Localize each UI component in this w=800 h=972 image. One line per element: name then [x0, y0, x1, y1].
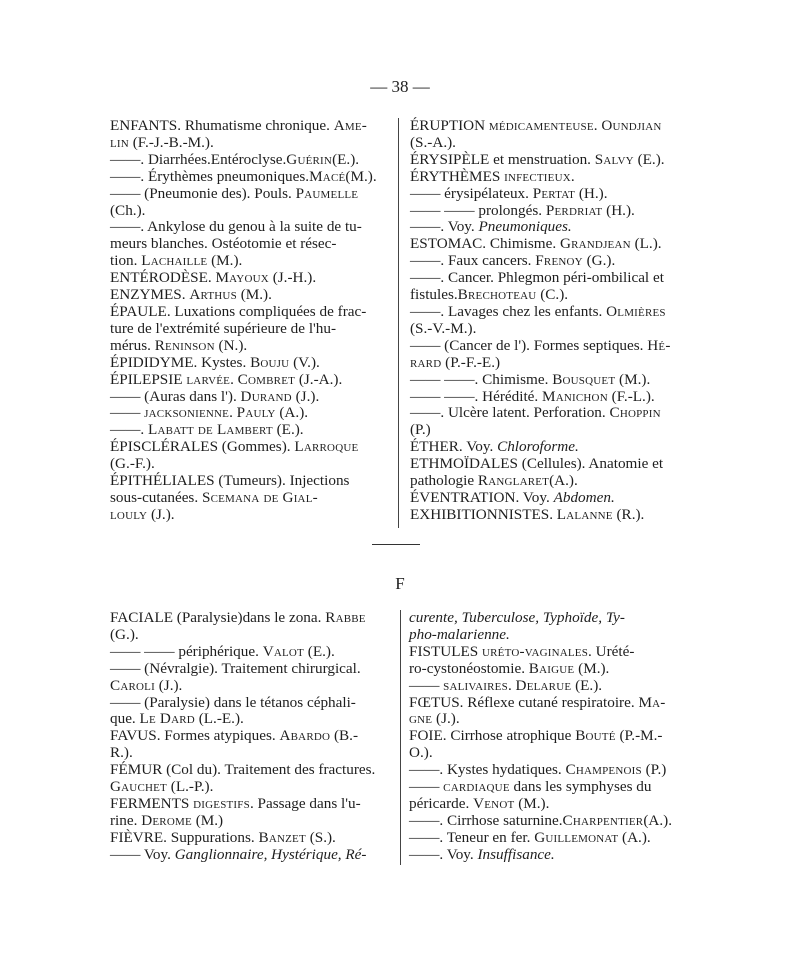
entry-text: (M.) [191, 811, 224, 829]
author-name: médicamenteuse [488, 117, 594, 134]
index-line [110, 762, 392, 779]
author-name: cardiaque [443, 778, 510, 796]
entry-text: ——. Voy. [410, 218, 479, 236]
entry-text: (J.-H.). [268, 269, 317, 287]
index-line [110, 118, 386, 135]
entry-text: (J.). [291, 387, 320, 405]
index-line [409, 779, 695, 796]
author-name: Guérin [286, 150, 333, 168]
index-line [410, 135, 696, 152]
index-line [410, 355, 696, 372]
entry-text: (E.). [633, 150, 665, 168]
author-name: Oundjian [601, 117, 662, 134]
entry-text: ——. Ankylose du genou à la suite de tu- [110, 218, 362, 236]
entry-text: —— (Paralysie) dans le tétanos céphali- [110, 693, 356, 711]
entry-text: pathologie [410, 472, 478, 490]
entry-text: ÉPAULE. Luxations compliquées de frac- [110, 302, 367, 320]
author-name: Baigue [528, 659, 575, 677]
index-line [110, 203, 386, 220]
index-line [410, 439, 696, 456]
index-line [409, 644, 695, 661]
index-line [410, 473, 696, 490]
author-name: Lachaille [141, 252, 208, 270]
index-line [110, 627, 392, 644]
entry-text: ÉTHER. Voy. [410, 438, 498, 456]
entry-text: —— [110, 404, 145, 422]
entry-text: (L.-E.). [194, 710, 244, 728]
cross-reference: Chloroforme. [497, 438, 579, 456]
author-name: Venot [473, 794, 515, 812]
author-name: Gauchet [110, 778, 167, 796]
entry-text: péricarde. [409, 794, 474, 812]
author-name: salivaires [443, 676, 508, 694]
entry-text: ——. Voy. [409, 845, 478, 863]
index-line [110, 473, 386, 490]
entry-text: —— [409, 778, 444, 796]
author-name: Bousquet [552, 370, 616, 388]
index-line [409, 627, 695, 644]
entry-text: (A.). [275, 404, 309, 422]
author-name: Champenois [565, 761, 642, 779]
entry-text: —— [409, 676, 444, 694]
entry-text: que. [110, 710, 140, 728]
index-column-top-left [110, 118, 386, 524]
author-name: Olmières [606, 302, 666, 320]
index-line [110, 253, 386, 270]
entry-text: (G.). [110, 625, 139, 643]
index-line [410, 219, 696, 236]
index-line [410, 456, 696, 473]
index-line [110, 270, 386, 287]
index-line [110, 287, 386, 304]
entry-text: . [507, 676, 516, 694]
author-name: Lalanne [556, 505, 613, 523]
index-line [410, 490, 696, 507]
entry-text: (E.). [571, 676, 603, 694]
author-name: Larroque [294, 438, 359, 456]
index-line [110, 219, 386, 236]
entry-text: dans les symphyses du [509, 778, 652, 796]
author-name: Charpentier [562, 811, 644, 829]
entry-text: (M.). [574, 659, 610, 677]
entry-text: (M.). [207, 252, 243, 270]
entry-text: (H.). [575, 184, 608, 202]
author-name: Bouté [575, 727, 616, 745]
entry-text: (M.). [615, 370, 651, 388]
index-line [410, 236, 696, 253]
entry-text: ÉPIDIDYME. Kystes. [110, 353, 251, 371]
entry-text: (Ch.). [110, 201, 146, 219]
index-line [110, 728, 392, 745]
entry-text: (M.). [514, 794, 550, 812]
entry-text: . Urété- [588, 642, 635, 660]
index-line [110, 830, 392, 847]
entry-text: —— Voy. [110, 845, 175, 863]
index-line [410, 203, 696, 220]
entry-text: ——. Diarrhées.Entéroclyse. [110, 150, 287, 168]
index-line [110, 389, 386, 406]
entry-text: (E.). [272, 421, 304, 439]
cross-reference: curente, Tuberculose, Typhoïde, Ty- [409, 609, 625, 626]
entry-text: ——. Faux cancers. [410, 252, 536, 270]
entry-text: fistules. [410, 286, 458, 304]
index-line [410, 186, 696, 203]
entry-text: —— (Névralgie). Traitement chirurgical. [110, 659, 361, 677]
index-line [410, 152, 696, 169]
entry-text: (A.). [618, 828, 651, 846]
entry-text: ENZYMES. [110, 286, 190, 304]
index-line [410, 507, 696, 524]
index-line [110, 236, 386, 253]
author-name: Banzet [258, 828, 306, 846]
entry-text: FACIALE (Paralysie)dans le zona. [110, 609, 326, 626]
entry-text: ÉRYSIPÈLE et menstruation. [410, 150, 595, 168]
entry-text: . [570, 167, 575, 185]
column-divider-top [398, 118, 399, 528]
entry-text: (S.-V.-M.). [410, 319, 477, 337]
entry-text: . Passage dans l'u- [249, 794, 361, 812]
index-line [409, 711, 695, 728]
index-line [410, 253, 696, 270]
entry-text: ——. Kystes hydatiques. [409, 761, 566, 779]
index-line [409, 661, 695, 678]
index-line [409, 796, 695, 813]
entry-text: (P.) [641, 761, 667, 779]
entry-text: ÉRYTHÈMES [410, 167, 505, 185]
author-name: jacksonienne [144, 404, 230, 422]
entry-text: (V.). [289, 353, 320, 371]
section-letter: F [395, 574, 405, 593]
entry-text: (M.). [236, 286, 272, 304]
entry-text: ÉPITHÉLIALES (Tumeurs). Injections [110, 472, 350, 490]
author-name: Arthus [189, 286, 237, 304]
entry-text: (P.-M.- [615, 727, 663, 745]
entry-text: (L.). [630, 235, 662, 253]
entry-text: (P.-F.-E.) [441, 353, 501, 371]
author-name: Combret [237, 370, 296, 388]
entry-text: . [593, 117, 602, 134]
page-number: — 38 — [370, 77, 430, 96]
entry-text: . [230, 370, 238, 388]
author-name: Paumelle [295, 184, 359, 202]
author-name: digestifs [193, 794, 250, 812]
entry-text: R.). [110, 744, 133, 762]
index-column-bottom-right [409, 610, 695, 864]
entry-text: —— —— périphérique. [110, 642, 263, 660]
index-line [110, 695, 392, 712]
author-name: Rabbe [325, 609, 366, 626]
index-line [409, 847, 695, 864]
entry-text: (F.-L.). [607, 387, 655, 405]
entry-text: —— érysipélateux. [410, 184, 533, 202]
entry-text: —— ——. Chimisme. [410, 370, 553, 388]
cross-reference: pho-malarienne. [409, 625, 510, 643]
index-line [110, 745, 392, 762]
author-name: Scemana de Gial- [201, 488, 318, 506]
entry-text: EXHIBITIONNISTES. [410, 505, 557, 523]
index-line [110, 779, 392, 796]
author-name: rard [410, 353, 442, 371]
entry-text: ESTOMAC. Chimisme. [410, 235, 560, 253]
index-line [110, 135, 386, 152]
author-name: Abardo [279, 727, 331, 745]
author-name: louly [110, 505, 148, 523]
entry-text: ENFANTS. Rhumatisme chronique. [110, 117, 334, 134]
author-name: gne [409, 710, 433, 728]
index-line [110, 422, 386, 439]
author-name: Pauly [236, 404, 276, 422]
author-name: Grandjean [559, 235, 631, 253]
cross-reference: Abdomen. [553, 488, 615, 506]
index-line [110, 661, 392, 678]
entry-text: (C.). [536, 286, 569, 304]
index-line [110, 456, 386, 473]
index-line [410, 338, 696, 355]
entry-text: (P.) [410, 421, 431, 439]
entry-text: ENTÉRODÈSE. [110, 269, 216, 287]
column-divider-bottom [400, 610, 401, 865]
entry-text: (B.- [330, 727, 358, 745]
author-name: infectieux [504, 167, 571, 185]
index-line [110, 644, 392, 661]
index-line [110, 796, 392, 813]
author-name: Ame- [333, 117, 368, 134]
entry-text: (J.). [147, 505, 175, 523]
index-line [110, 610, 392, 627]
author-name: Derome [141, 811, 192, 829]
index-line [409, 813, 695, 830]
author-name: Reninson [154, 336, 215, 354]
author-name: larvée [186, 370, 231, 388]
index-line [110, 186, 386, 203]
entry-text: (F.-J.-B.-M.). [128, 133, 214, 151]
index-line [409, 678, 695, 695]
author-name: lin [110, 133, 129, 151]
entry-text: ——. Érythèmes pneumoniques. [110, 167, 310, 185]
entry-text: FŒTUS. Réflexe cutané respiratoire. [409, 693, 639, 711]
author-name: Guillemonat [534, 828, 619, 846]
entry-text: (H.). [602, 201, 635, 219]
author-name: Pertat [532, 184, 576, 202]
index-line [110, 711, 392, 728]
index-line [409, 695, 695, 712]
entry-text: FOIE. Cirrhose atrophique [409, 727, 576, 745]
index-line [110, 321, 386, 338]
entry-text: ture de l'extrémité supérieure de l'hu- [110, 319, 337, 337]
author-name: Macé [309, 167, 346, 185]
index-line [409, 610, 695, 627]
index-line [110, 405, 386, 422]
author-name: uréto-vaginales [482, 642, 589, 660]
index-line [410, 169, 696, 186]
index-column-top-right [410, 118, 696, 524]
index-line [410, 405, 696, 422]
entry-text: (J.). [432, 710, 460, 728]
index-line [410, 118, 696, 135]
author-name: Le Dard [139, 710, 195, 728]
entry-text: ——. Lavages chez les enfants. [410, 302, 607, 320]
entry-text: O.). [409, 744, 433, 762]
author-name: Frenoy [535, 252, 583, 270]
index-line [410, 422, 696, 439]
entry-text: tion. [110, 252, 142, 270]
entry-text: (S.-A.). [410, 133, 456, 151]
entry-text: ÉVENTRATION. Voy. [410, 488, 554, 506]
entry-text: FÉMUR (Col du). Traitement des fractures. [110, 761, 376, 779]
section-separator-rule [372, 544, 420, 545]
cross-reference: Insuffisance. [477, 845, 555, 863]
index-line [110, 304, 386, 321]
index-line [410, 270, 696, 287]
index-line [410, 304, 696, 321]
index-line [110, 169, 386, 186]
index-line [110, 490, 386, 507]
entry-text: (J.). [154, 676, 183, 694]
author-name: Caroli [110, 676, 155, 694]
entry-text: ro-cystonéostomie. [409, 659, 529, 677]
author-name: Mayoux [215, 269, 269, 287]
index-line [410, 287, 696, 304]
index-column-bottom-left [110, 610, 392, 864]
entry-text: ——. Ulcère latent. Perforation. [410, 404, 610, 422]
index-line [409, 745, 695, 762]
entry-text: FAVUS. Formes atypiques. [110, 727, 280, 745]
entry-text: (S.). [305, 828, 336, 846]
index-line [110, 678, 392, 695]
index-line [409, 728, 695, 745]
entry-text: (E.). [303, 642, 335, 660]
index-line [110, 372, 386, 389]
index-line [110, 152, 386, 169]
entry-text: rine. [110, 811, 142, 829]
entry-text: (E.). [332, 150, 360, 168]
entry-text: ÉPISCLÉRALES (Gommes). [110, 438, 295, 456]
author-name: Labatt de Lambert [147, 421, 273, 439]
author-name: Delarue [515, 676, 572, 694]
entry-text: ÉPILEPSIE [110, 370, 187, 388]
entry-text: FERMENTS [110, 794, 194, 812]
index-line [410, 321, 696, 338]
index-line [410, 389, 696, 406]
index-line [110, 439, 386, 456]
entry-text: ——. Teneur en fer. [409, 828, 535, 846]
entry-text: ÉRUPTION [410, 117, 489, 134]
author-name: Hé- [647, 336, 671, 354]
cross-reference: Ganglionnaire, Hystérique, Ré- [174, 845, 367, 863]
author-name: Bouju [250, 353, 290, 371]
author-name: Valot [262, 642, 304, 660]
index-line [409, 830, 695, 847]
entry-text: . [229, 404, 237, 422]
entry-text: (J.-A.). [295, 370, 343, 388]
author-name: Ranglaret [477, 472, 550, 490]
entry-text: (G.). [582, 252, 616, 270]
entry-text: ETHMOÏDALES (Cellules). Anatomie et [410, 455, 664, 473]
entry-text: (N.). [214, 336, 248, 354]
entry-text: FIÈVRE. Suppurations. [110, 828, 259, 846]
index-line [110, 355, 386, 372]
author-name: Choppin [609, 404, 661, 422]
entry-text: (A.). [549, 472, 578, 490]
entry-text: (A.). [643, 811, 673, 829]
entry-text: ——. Cancer. Phlegmon péri-ombilical et [410, 269, 664, 287]
author-name: Salvy [594, 150, 634, 168]
index-line [410, 372, 696, 389]
entry-text: FISTULES [409, 642, 482, 660]
index-line [110, 507, 386, 524]
entry-text: meurs blanches. Ostéotomie et résec- [110, 235, 337, 253]
entry-text: ——. Cirrhose saturnine. [409, 811, 563, 829]
author-name: Brechoteau [457, 286, 537, 304]
index-line [409, 762, 695, 779]
entry-text: (R.). [612, 505, 645, 523]
entry-text: sous-cutanées. [110, 488, 202, 506]
index-line [110, 813, 392, 830]
entry-text: —— ——. Hérédité. [410, 387, 543, 405]
index-line [110, 338, 386, 355]
author-name: Ma- [638, 693, 666, 711]
entry-text: —— (Cancer de l'). Formes septiques. [410, 336, 648, 354]
entry-text: (G.-F.). [110, 455, 155, 473]
author-name: Durand [240, 387, 292, 405]
entry-text: mérus. [110, 336, 155, 354]
author-name: Perdriat [545, 201, 603, 219]
entry-text: —— (Auras dans l'). [110, 387, 241, 405]
entry-text: —— —— prolongés. [410, 201, 546, 219]
entry-text: —— (Pneumonie des). Pouls. [110, 184, 296, 202]
entry-text: ——. [110, 421, 148, 439]
index-line [110, 847, 392, 864]
entry-text: (M.). [345, 167, 377, 185]
entry-text: (L.-P.). [166, 778, 214, 796]
cross-reference: Pneumoniques. [478, 218, 572, 236]
author-name: Manichon [542, 387, 608, 405]
